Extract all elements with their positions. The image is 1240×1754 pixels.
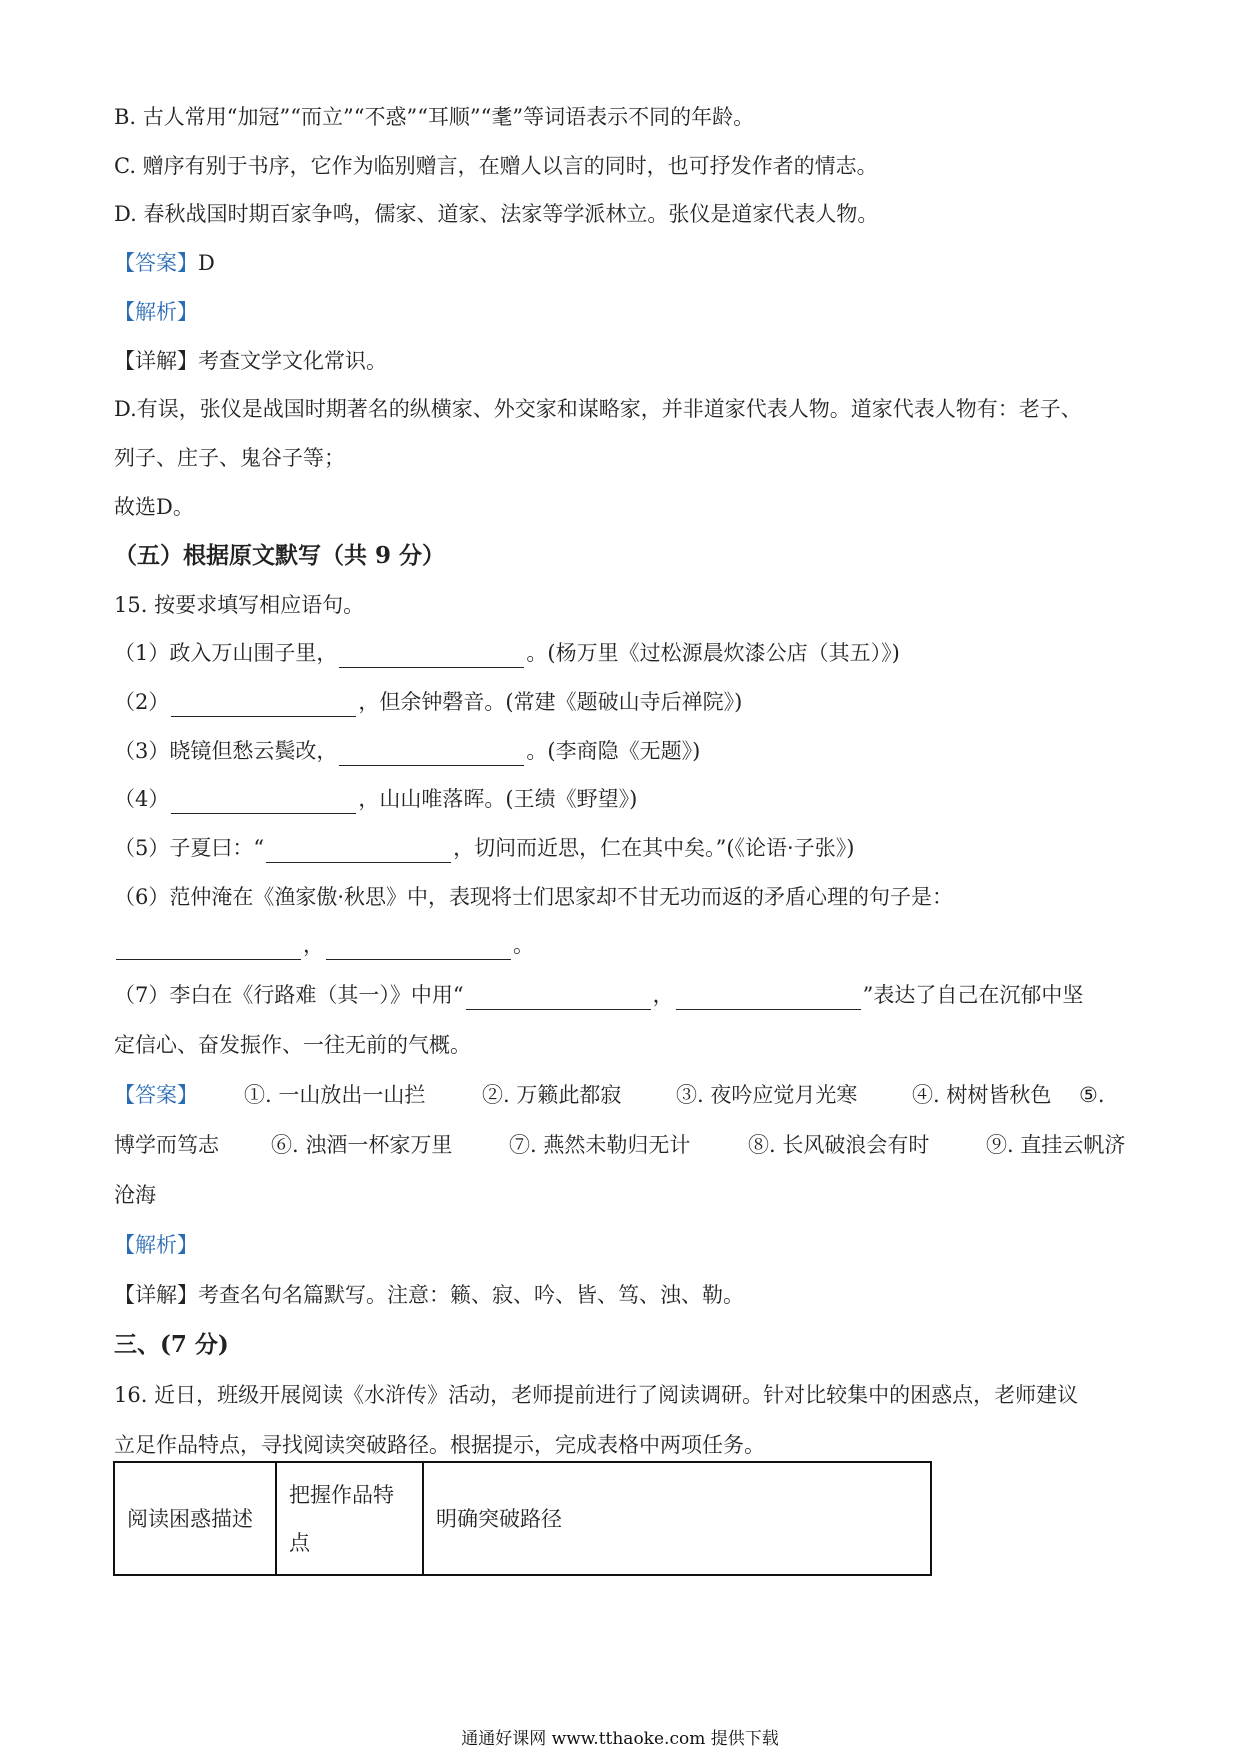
q15-detail: 【详解】考查名句名篇默写。注意：籁、寂、吟、皆、笃、浊、勒。 [114, 1283, 744, 1307]
answer-blank[interactable] [171, 694, 356, 717]
answer-item: 博学而笃志 [114, 1133, 219, 1157]
task-table [113, 1461, 932, 1576]
q14-conclusion: 故选D。 [114, 495, 194, 519]
answer-item: ①. 一山放出一山拦 [244, 1083, 426, 1107]
table-header-cell: 把握作品特点 [276, 1462, 423, 1575]
item-4-suffix: ，山山唯落晖。(王绩《野望》) [358, 787, 638, 811]
item-5-suffix: ，切问而近思，仁在其中矣。”(《论语·子张》) [453, 836, 855, 860]
item-1-suffix: 。(杨万里《过松源晨炊漆公店（其五）》) [526, 641, 900, 665]
item-7-suffix: ”表达了自己在沉郁中坚 [862, 983, 1084, 1007]
answer-blank[interactable] [339, 645, 524, 668]
q16-stem-1: 16. 近日，班级开展阅读《水浒传》活动，老师提前进行了阅读调研。针对比较集中的困惑点，老师建议 [114, 1383, 1079, 1407]
item-4-prefix: （4） [114, 787, 170, 811]
item-2-suffix: ，但余钟磬音。(常建《题破山寺后禅院》) [358, 690, 743, 714]
answer-item: 沧海 [114, 1183, 156, 1207]
q14-explain-2: 列子、庄子、鬼谷子等； [114, 446, 345, 470]
option-c: C. 赠序有别于书序，它作为临别赠言，在赠人以言的同时，也可抒发作者的情志。 [114, 154, 878, 178]
q15-item-5 [114, 833, 854, 863]
q15-analysis-tag: 【解析】 [114, 1233, 198, 1257]
answer-item: ③. 夜吟应觉月光寒 [676, 1083, 858, 1107]
q15-item-2 [114, 687, 742, 717]
answer-blank[interactable] [676, 987, 861, 1010]
section5-heading: （五）根据原文默写（共 9 分） [114, 542, 446, 569]
answer-item: ⑨. 直挂云帆济 [986, 1133, 1126, 1157]
item-3-prefix: （3）晓镜但愁云鬓改， [114, 739, 338, 763]
item-3-suffix: 。(李商隐《无题》) [526, 739, 701, 763]
q15-item-6-blanks [114, 930, 534, 960]
q14-answer [114, 248, 215, 278]
q15-item-7 [114, 980, 1083, 1010]
item-7-sep: ， [652, 983, 674, 1007]
answer-item: ④. 树树皆秋色 [912, 1083, 1052, 1107]
answer-item: ②. 万籁此都寂 [482, 1083, 622, 1107]
q15-item-3 [114, 736, 700, 766]
q15-item-6: （6）范仲淹在《渔家傲·秋思》中，表现将士们思家却不甘无功而返的矛盾心理的句子是： [114, 885, 954, 909]
answer-blank[interactable] [466, 987, 651, 1010]
q15-item-4 [114, 784, 637, 814]
answer-tag: 【答案】 [114, 251, 198, 275]
item-1-prefix: （1）政入万山围子里， [114, 641, 338, 665]
q14-detail: 【详解】考查文学文化常识。 [114, 349, 387, 373]
answer-blank[interactable] [171, 791, 356, 814]
answer-item: ⑦. 燕然未勒归无计 [509, 1133, 691, 1157]
answer-blank[interactable] [326, 937, 511, 960]
table-header-cell: 明确突破路径 [423, 1462, 931, 1575]
q15-stem: 15. 按要求填写相应语句。 [114, 593, 365, 617]
option-d: D. 春秋战国时期百家争鸣，儒家、道家、法家等学派林立。张仪是道家代表人物。 [114, 202, 879, 226]
footer-watermark: 通通好课网 www.tthaoke.com 提供下载 [461, 1729, 779, 1749]
q15-item-7-cont: 定信心、奋发振作、一往无前的气概。 [114, 1033, 471, 1057]
q14-explain-1: D.有误，张仪是战国时期著名的纵横家、外交家和谋略家，并非道家代表人物。道家代表人物有：老子、 [114, 397, 1082, 421]
answer-blank[interactable] [339, 743, 524, 766]
table-header-cell: 阅读困惑描述 [114, 1462, 276, 1575]
q14-analysis-tag: 【解析】 [114, 300, 198, 324]
table-header-row [114, 1462, 931, 1575]
item-2-prefix: （2） [114, 690, 170, 714]
item-5-prefix: （5）子夏曰：“ [114, 836, 265, 860]
answer-item: ⑤. [1079, 1083, 1105, 1107]
item-6-sep: ， [303, 933, 324, 957]
q15-item-1 [114, 638, 900, 668]
item-7-prefix: （7）李白在《行路难（其一）》中用“ [114, 983, 464, 1007]
answer-blank[interactable] [116, 937, 301, 960]
option-b: B. 古人常用“加冠”“而立”“不惑”“耳顺”“耄”等词语表示不同的年龄。 [114, 105, 755, 129]
q16-stem-2: 立足作品特点，寻找阅读突破路径。根据提示，完成表格中两项任务。 [114, 1433, 765, 1457]
answer-value: D [198, 251, 215, 275]
answer-blank[interactable] [266, 840, 451, 863]
answer-item: ⑧. 长风破浪会有时 [748, 1133, 930, 1157]
item-6-end: 。 [513, 933, 534, 957]
section3-heading: 三、(7 分) [114, 1331, 229, 1358]
answer-tag: 【答案】 [114, 1083, 198, 1107]
answer-item: ⑥. 浊酒一杯家万里 [271, 1133, 453, 1157]
